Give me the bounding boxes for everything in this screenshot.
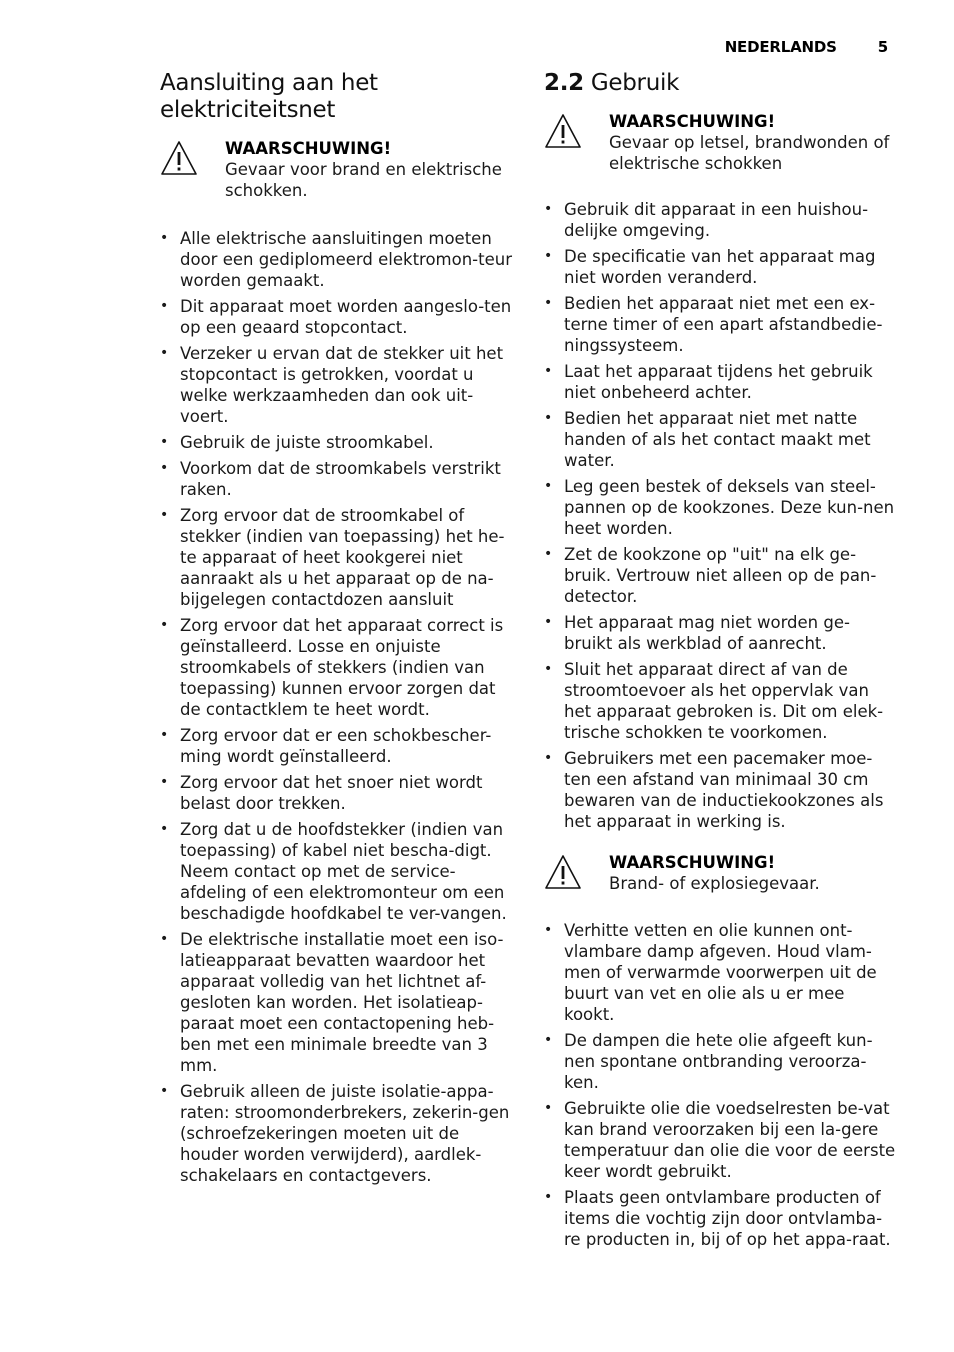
list-item: • Sluit het apparaat direct af van de stroomtoevoer als het oppervlak van het apparaat gebroken is. Dit om elek-trische schokken te voorkomen. (544, 659, 896, 743)
list-item: • Voorkom dat de stroomkabels verstrikt raken. (160, 458, 516, 500)
right-column (544, 70, 896, 1255)
list-item: • De elektrische installatie moet een iso-latieapparaat bevatten waardoor het apparaat volledig van het lichtnet af-gesloten kan worden. Het isolatieap-paraat moet een contactopening heb-ben met een minimale breedte van 3 mm. (160, 929, 516, 1076)
oil-safety-list (544, 920, 896, 1250)
warning-text: Brand- of explosiegevaar. (609, 874, 820, 893)
list-item: • Zorg ervoor dat er een schokbescher-ming wordt geïnstalleerd. (160, 725, 516, 767)
list-item: • De dampen die hete olie afgeeft kun-nen spontane ontbranding veroorza-ken. (544, 1030, 896, 1093)
warning-triangle-icon (544, 854, 582, 890)
page-number: 5 (877, 38, 888, 56)
list-item: • Gebruik alleen de juiste isolatie-appa-raten: stroomonderbrekers, zekerin-gen (schroefzekeringen moeten uit de houder worden verwijderd), aardlek-schakelaars en contactgevers. (160, 1081, 516, 1186)
list-item: • Verzeker u ervan dat de stekker uit het stopcontact is getrokken, voordat u welke werkzaamheden dan ook uit-voert. (160, 343, 516, 427)
list-item: • Zorg ervoor dat het apparaat correct is geïnstalleerd. Losse en onjuiste stroomkabels of stekkers (indien van toepassing) kunnen ervoor zorgen dat de contactklem te heet wordt. (160, 615, 516, 720)
list-item: • Gebruikte olie die voedselresten be-vat kan brand veroorzaken bij een la-gere temperatuur dan olie die voor de eerste keer wordt gebruikt. (544, 1098, 896, 1182)
list-item: • Zet de kookzone op "uit" na elk ge-bruik. Vertrouw niet alleen op de pan-detector. (544, 544, 896, 607)
list-item: • Gebruikers met een pacemaker moe-ten een afstand van minimaal 30 cm bewaren van de inductiekookzones als het apparaat in werking is. (544, 748, 896, 832)
section-title-text: Gebruik (590, 70, 680, 96)
list-item: • Het apparaat mag niet worden ge-bruikt als werkblad of aanrecht. (544, 612, 896, 654)
warning-text: Gevaar op letsel, brandwonden of elektrische schokken (609, 133, 890, 173)
warning-title: WAARSCHUWING! (609, 112, 776, 131)
list-item: • Dit apparaat moet worden aangeslo-ten op een geaard stopcontact. (160, 296, 516, 338)
list-item: • Alle elektrische aansluitingen moeten door een gediplomeerd elektromon-teur worden gemaakt. (160, 228, 516, 291)
language-label: NEDERLANDS (724, 38, 837, 56)
warning-title: WAARSCHUWING! (225, 139, 392, 158)
warning-title: WAARSCHUWING! (609, 853, 776, 872)
section-title-electrical: Aansluiting aan het elektriciteitsnet (160, 70, 378, 123)
warning-text: Gevaar voor brand en elektrische schokken. (225, 160, 502, 200)
warning-triangle-icon (160, 140, 198, 176)
list-item: • Leg geen bestek of deksels van steel-pannen op de kookzones. Deze kun-nen heet worden. (544, 476, 896, 539)
section-title-usage (544, 70, 896, 97)
list-item: • Bedien het apparaat niet met een ex-terne timer of een apart afstandbedie-ningssysteem. (544, 293, 896, 356)
list-item: • Laat het apparaat tijdens het gebruik niet onbeheerd achter. (544, 361, 896, 403)
list-item: • Plaats geen ontvlambare producten of items die vochtig zijn door ontvlamba-re producten in, bij of op het appa-raat. (544, 1187, 896, 1250)
warning-block-injury (544, 111, 896, 174)
list-item: • Bedien het apparaat niet met natte handen of als het contact maakt met water. (544, 408, 896, 471)
warning-block-fire (160, 138, 516, 201)
warning-triangle-icon (544, 113, 582, 149)
page-header (725, 38, 888, 56)
list-item: • Verhitte vetten en olie kunnen ont-vlambare damp afgeven. Houd vlam-men of verwarmde voorwerpen uit de buurt van vet en olie als u er mee kookt. (544, 920, 896, 1025)
list-item: • Gebruik dit apparaat in een huishou-delijke omgeving. (544, 199, 896, 241)
usage-safety-list (544, 199, 896, 832)
warning-block-explosion (544, 852, 896, 894)
list-item: • De specificatie van het apparaat mag niet worden veranderd. (544, 246, 896, 288)
section-number: 2.2 (544, 70, 584, 96)
list-item: • Gebruik de juiste stroomkabel. (160, 432, 516, 453)
list-item: • Zorg ervoor dat de stroomkabel of stekker (indien van toepassing) het he-te apparaat of heet kookgerei niet aanraakt als u het apparaat op de na-bijgelegen contactdozen aansluit (160, 505, 516, 610)
left-column (160, 70, 516, 1191)
list-item: • Zorg dat u de hoofdstekker (indien van toepassing) of kabel niet bescha-digt. Neem contact op met de service-afdeling of een elektromonteur om een beschadigde hoofdkabel te ver-vangen. (160, 819, 516, 924)
list-item: • Zorg ervoor dat het snoer niet wordt belast door trekken. (160, 772, 516, 814)
electrical-safety-list (160, 228, 516, 1186)
